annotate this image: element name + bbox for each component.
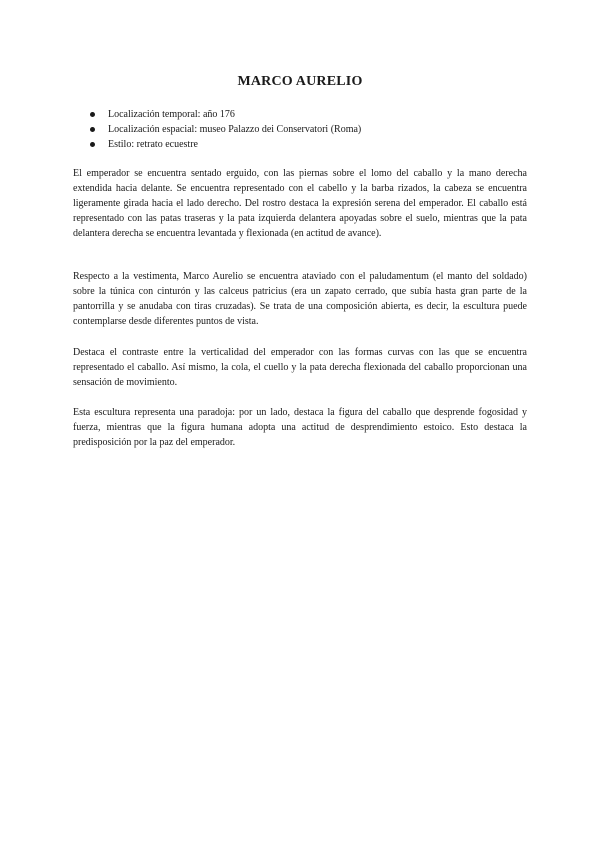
paragraph-vestimenta: Respecto a la vestimenta, Marco Aurelio se encuentra ataviado con el paludamentum (el manto del soldado) sobre la túnica con cinturón y las calceus patricius (era un zapato cerrado, que subía hasta gran parte de la pantorrilla y se anudaba con tiras cruzadas). Se trata de una composición abierta, es decir, la escultura puede contemplarse desde diferentes puntos de vista. [73,271,527,327]
bullet-item-estilo [73,137,527,152]
paragraph-paradoja: Esta escultura representa una paradoja: por un lado, destaca la figura del caballo que desprende fogosidad y fuerza, mientras que la figura humana adopta una actitud de desprendimiento estoico. Esto destaca la predisposición por la paz del emperador. [73,407,527,448]
info-bullet-list [73,107,527,152]
bullet-text: Estilo: retrato ecuestre [108,139,198,150]
bullet-text: Localización temporal: año 176 [108,109,235,120]
bullet-dot-icon [90,112,95,117]
bullet-dot-icon [90,142,95,147]
document-title: MARCO AURELIO [237,74,363,89]
bullet-text: Localización espacial: museo Palazzo dei Conservatori (Roma) [108,124,362,135]
document-page [73,0,527,848]
bullet-dot-icon [90,127,95,132]
bullet-item-espacial [73,122,527,137]
paragraph-description: El emperador se encuentra sentado erguido, con las piernas sobre el lomo del caballo y la mano derecha extendida hacia delante. Se encuentra representado con el cabello y la barba rizados, la cabeza se encuentra ligeramente girada hacia el lado derecho. Del rostro destaca la expresión serena del emperador. El caballo está representado con las patas traseras y la pata izquierda delantera apoyadas sobre el suelo, mientras que la pata delantera derecha se encuentra levantada y flexionada (en actitud de avance). [73,168,527,239]
paragraph-contraste: Destaca el contraste entre la verticalidad del emperador con las formas curvas con las que se encuentra representado el caballo. Así mismo, la cola, el cuello y la pata derecha flexionada del caballo proporcionan una sensación de movimiento. [73,347,527,388]
bullet-item-temporal [73,107,527,122]
